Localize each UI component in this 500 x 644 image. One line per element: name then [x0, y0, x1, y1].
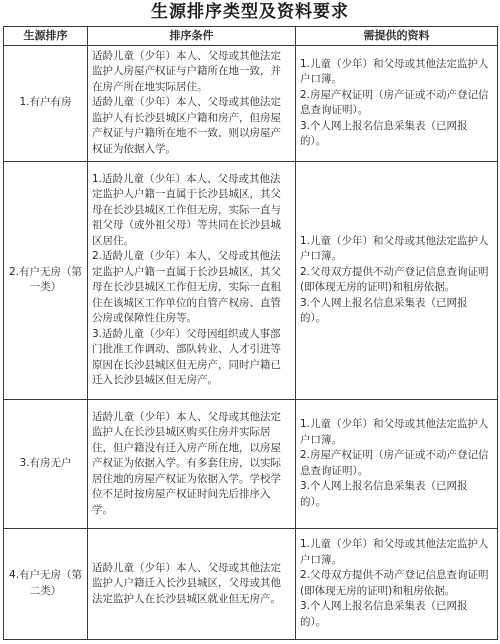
page-title: 生源排序类型及资料要求 [151, 2, 349, 22]
row-category: 3.有房无户 [4, 399, 88, 528]
table-row [4, 161, 498, 399]
material-item: 3.个人网上报名信息采集表（已网报的）。 [300, 480, 468, 508]
row-conditions [88, 528, 296, 639]
material-item: 1.儿童（少年）和父母或其他法定监护人户口簿。 [300, 418, 489, 446]
condition-text: 3.适龄儿童（少年）父母因组织或人事部门批准工作调动、部队转业、人才引进等原因在长沙县城区但无房产，同时户籍已迁入长沙县城区但无房产。 [92, 327, 281, 387]
row-category: 1.有户有房 [4, 45, 88, 161]
material-item: 3.个人网上报名信息采集表（已网报的）。 [300, 600, 468, 628]
condition-text: 1.适龄儿童（少年）本人、父母或其他法定监护人户籍一直属于长沙县城区，其父母在长沙县城区工作但无房，实际一直与祖父母（或外祖父母）等共同在长沙县城区居住。 [92, 172, 281, 247]
condition-text: 适龄儿童（少年）本人、父母或其他法定监护人房屋产权证与户籍所在地一致，并在房产所在地实际居住。 [92, 49, 281, 93]
row-materials [296, 528, 498, 639]
material-item: 1.儿童（少年）和父母或其他法定监护人户口簿。 [300, 234, 489, 263]
table-header-row [4, 27, 498, 46]
table-row [4, 528, 498, 639]
material-item: 2.房屋产权证明（房产证或不动产登记信息查询证明）。 [300, 88, 489, 117]
row-category: 2.有户无房（第一类） [4, 161, 88, 399]
table-row [4, 45, 498, 161]
material-item: 1.儿童（少年）和父母或其他法定监护人户口簿。 [300, 538, 489, 566]
row-materials [296, 45, 498, 161]
material-item: 2.父母双方提供不动产登记信息查询证明(即体现无房的证明)和租房依据。 [300, 569, 489, 597]
row-materials [296, 399, 498, 528]
row-conditions [88, 399, 296, 528]
condition-text: 适龄儿童（少年）本人、父母或其他法定监护人在长沙县城区购买住房并实际居住，但户籍没有迁入房产所在地，以房屋产权证为依据入学。有多套住房，以实际居住地的房屋产权证为依据入学。学校学位不足时按房屋产权证时间先后排序入学。 [92, 410, 281, 516]
row-conditions [88, 45, 296, 161]
material-item: 3.个人网上报名信息采集表（已网报的）。 [300, 119, 468, 148]
requirements-table [3, 26, 498, 640]
table-row [4, 399, 498, 528]
row-materials [296, 161, 498, 399]
material-item: 2.房屋产权证明（房产证或不动产登记信息查询证明）。 [300, 449, 489, 477]
header-materials: 需提供的资料 [296, 27, 498, 46]
material-item: 1.儿童（少年）和父母或其他法定监护人户口簿。 [300, 57, 489, 86]
row-category: 4.有户无房（第二类） [4, 528, 88, 639]
condition-text: 2.适龄儿童（少年）本人、父母或其他法定监护人户籍一直属于长沙县城区，其父母在长沙县城区工作但无房，实际一直租住在该城区工作单位的自管产权房、直管公房或保障性住房等。 [92, 250, 281, 325]
header-category: 生源排序 [4, 27, 88, 46]
condition-text: 适龄儿童（少年）本人、父母或其他法定监护人户籍迁入长沙县城区，父母或其他法定监护人在长沙县城区就业但无房产。 [92, 561, 281, 605]
row-conditions [88, 161, 296, 399]
condition-text: 适龄儿童（少年）本人、父母或其他法定监护人有长沙县城区户籍和房产，但房屋产权证与户籍所在地不一致，则以房屋产权证为依据入学。 [92, 96, 281, 155]
material-item: 2.父母双方提供不动产登记信息查询证明(即体现无房的证明)和租房依据。 [300, 265, 489, 294]
header-condition: 排序条件 [88, 27, 296, 46]
material-item: 3.个人网上报名信息采集表（已网报的）。 [300, 296, 468, 325]
